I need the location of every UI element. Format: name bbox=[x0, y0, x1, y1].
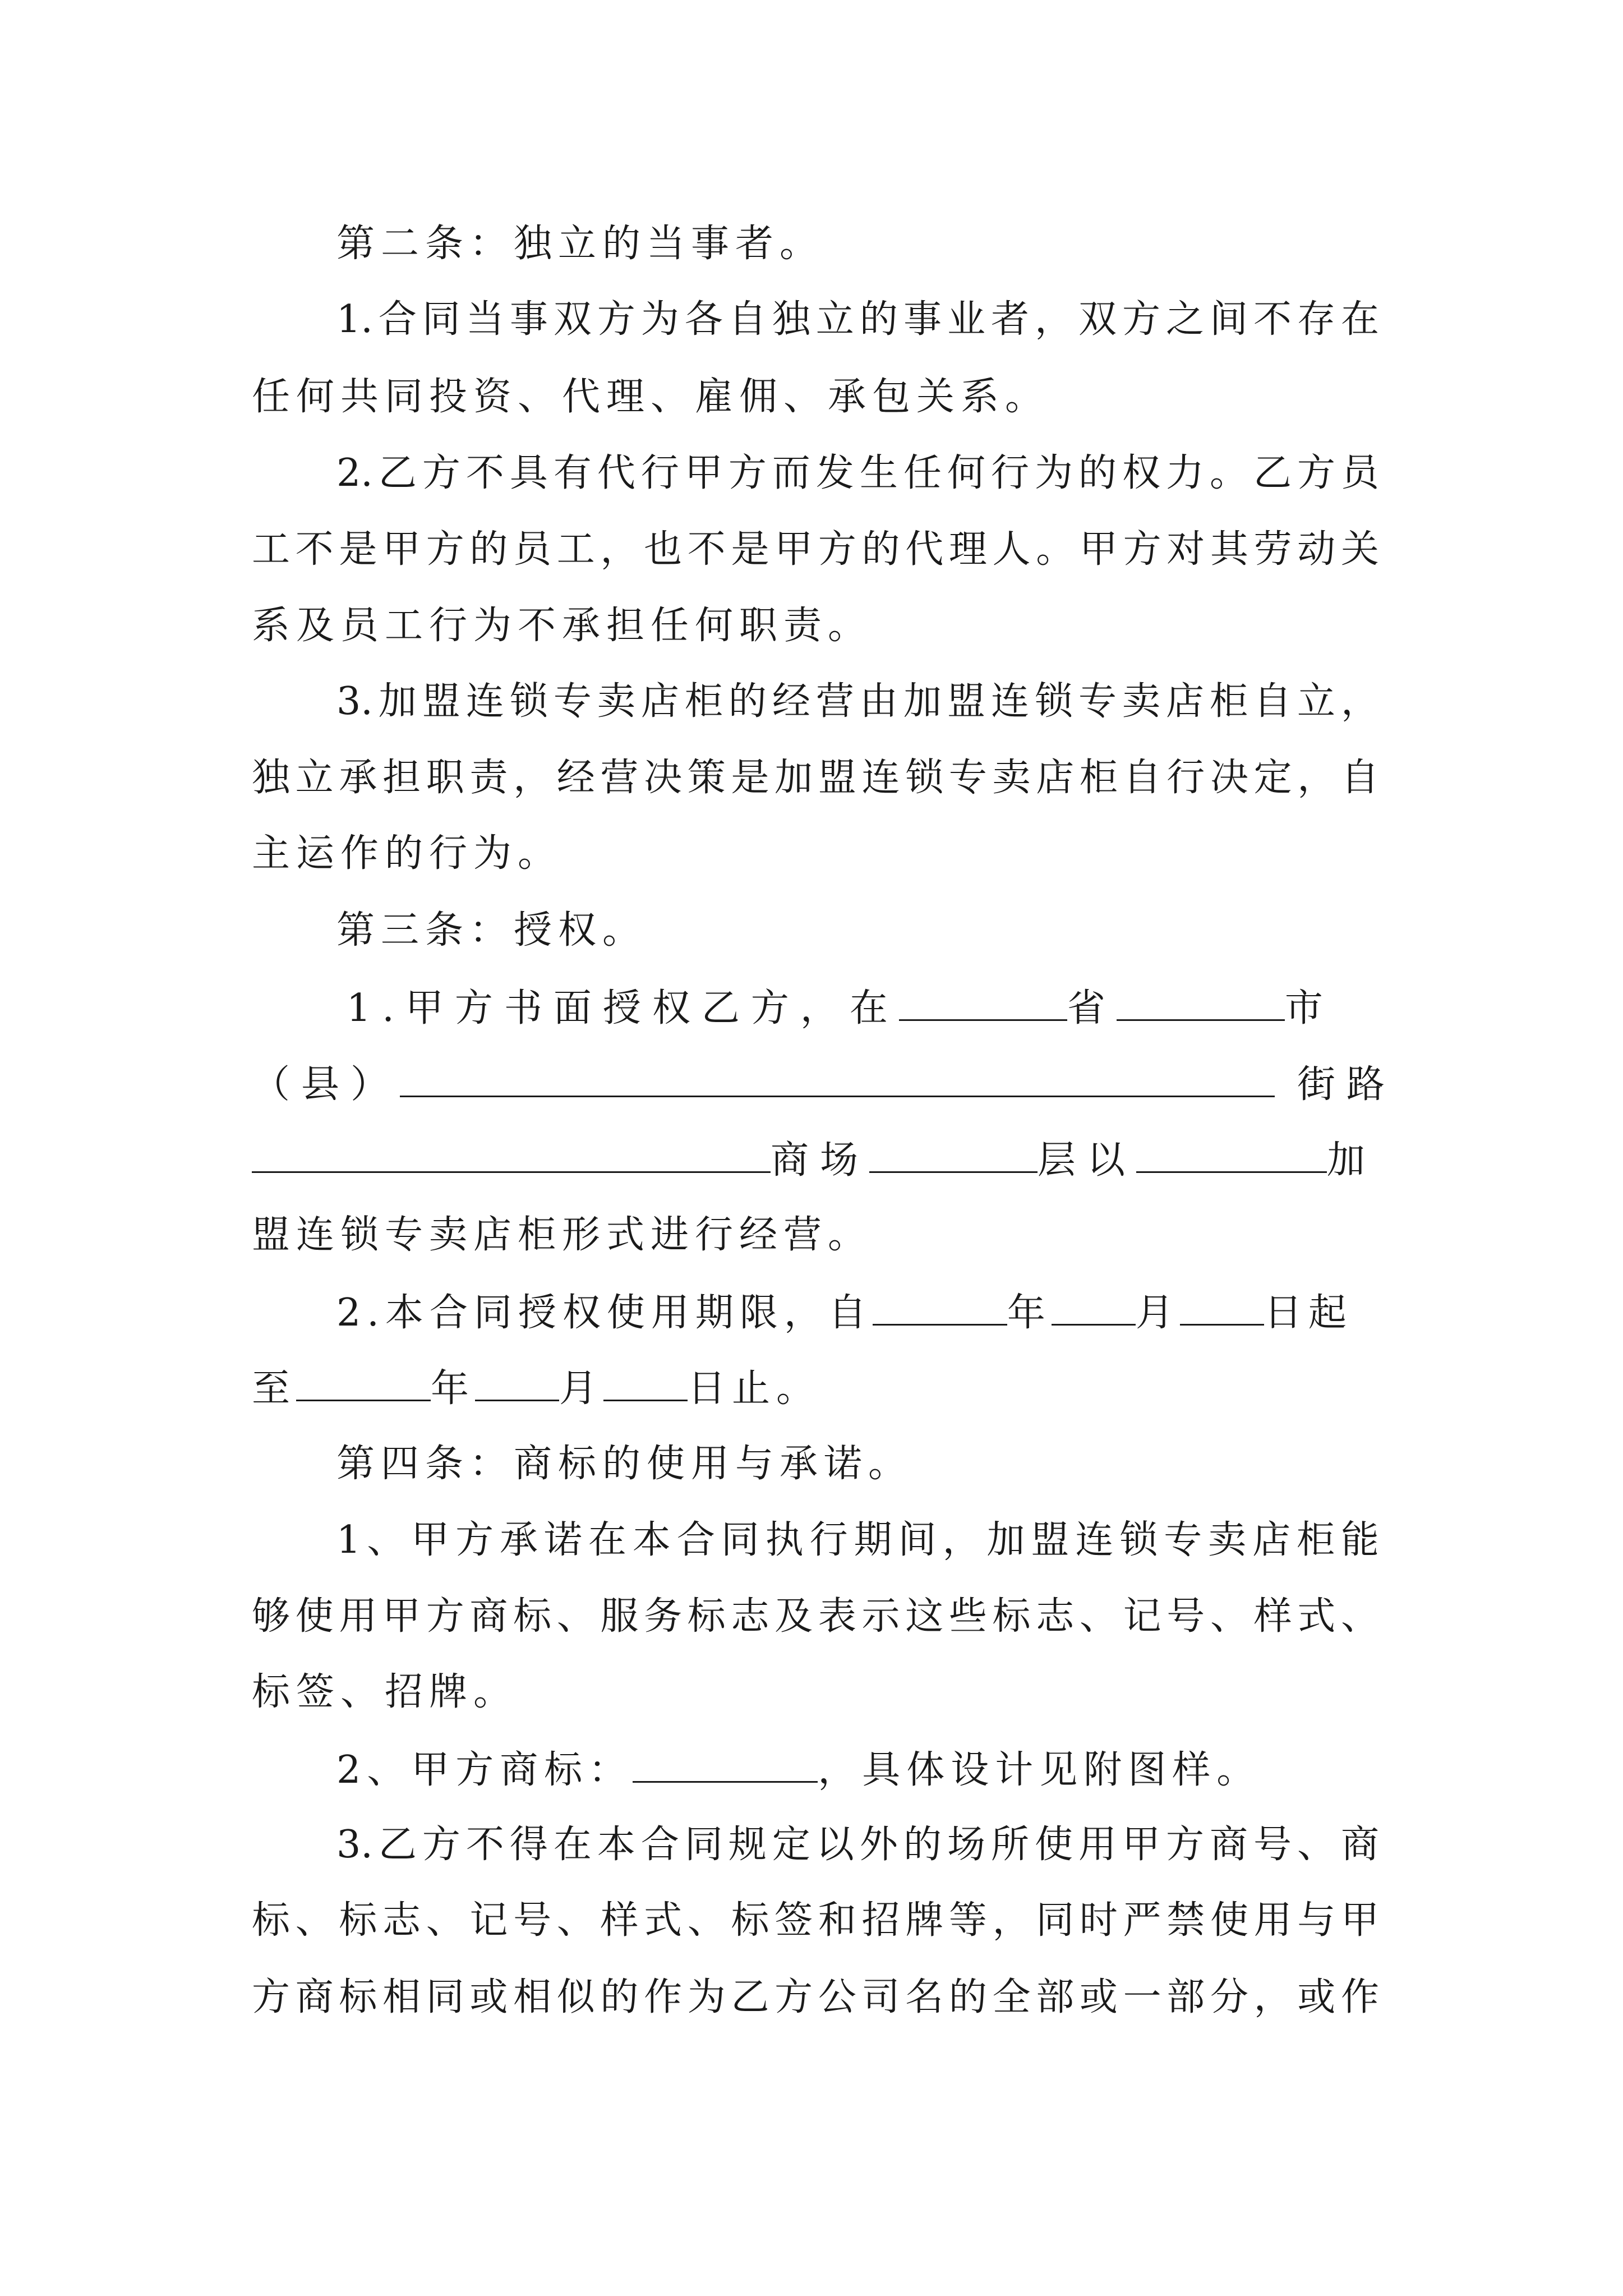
text-segment: 年 bbox=[1007, 1291, 1052, 1335]
paragraph-line: 任何共同投资、代理、雇佣、承包关系。 bbox=[252, 375, 1050, 419]
text-segment: 2、甲方商标： bbox=[336, 1748, 633, 1792]
blank-street bbox=[400, 1055, 1275, 1097]
paragraph-line: 方商标相同或相似的作为乙方公司名的全部或一部分，或作 bbox=[252, 1975, 1379, 2019]
blank-province bbox=[899, 979, 1067, 1021]
blank-end-day bbox=[603, 1359, 688, 1401]
text-segment: 加 bbox=[1327, 1138, 1377, 1182]
paragraph-line: 2.乙方不具有代行甲方而发生任何行为的权力。乙方员 bbox=[336, 451, 1379, 495]
paragraph-line: 够使用甲方商标、服务标志及表示这些标志、记号、样式、 bbox=[252, 1594, 1379, 1639]
paragraph-line: 标签、招牌。 bbox=[252, 1670, 518, 1714]
article2-heading: 第二条：独立的当事者。 bbox=[336, 222, 824, 266]
blank-start-month bbox=[1052, 1283, 1136, 1326]
blank-start-year bbox=[873, 1283, 1007, 1326]
text-segment: 月 bbox=[1135, 1291, 1180, 1335]
authorization-line-1 bbox=[336, 979, 1379, 1035]
paragraph-line: 盟连锁专卖店柜形式进行经营。 bbox=[252, 1213, 873, 1257]
paragraph-line: 工不是甲方的员工，也不是甲方的代理人。甲方对其劳动关 bbox=[252, 527, 1379, 572]
authorization-line-2 bbox=[252, 1055, 1396, 1111]
blank-start-day bbox=[1180, 1283, 1264, 1326]
text-segment: 日止。 bbox=[688, 1366, 821, 1411]
text-segment: 日起 bbox=[1264, 1291, 1353, 1335]
paragraph-line: 1.合同当事双方为各自独立的事业者，双方之间不存在 bbox=[336, 297, 1379, 342]
paragraph-line: 3.加盟连锁专卖店柜的经营由加盟连锁专卖店柜自立， bbox=[336, 679, 1379, 724]
paragraph-line: 主运作的行为。 bbox=[252, 831, 562, 876]
blank-city bbox=[1117, 979, 1285, 1021]
term-line-2 bbox=[252, 1359, 1379, 1415]
paragraph-line: 3.乙方不得在本合同规定以外的场所使用甲方商号、商 bbox=[336, 1823, 1379, 1867]
blank-mode bbox=[1136, 1131, 1327, 1173]
article3-heading: 第三条：授权。 bbox=[336, 908, 647, 953]
term-line-1 bbox=[336, 1283, 1379, 1340]
text-segment: 街路 bbox=[1297, 1062, 1396, 1107]
text-segment: （县） bbox=[252, 1062, 400, 1107]
text-segment: 年 bbox=[431, 1366, 476, 1411]
text-segment: 1.甲方书面授权乙方，在 bbox=[347, 986, 899, 1030]
text-segment: 2.本合同授权使用期限，自 bbox=[336, 1291, 873, 1335]
authorization-line-3 bbox=[252, 1131, 1379, 1187]
text-segment: ，具体设计见附图样。 bbox=[818, 1748, 1261, 1792]
text-segment: 市 bbox=[1284, 986, 1334, 1030]
trademark-line bbox=[336, 1741, 1379, 1797]
text-segment: 层以 bbox=[1038, 1138, 1137, 1182]
text-segment: 至 bbox=[252, 1366, 297, 1411]
blank-end-month bbox=[475, 1359, 559, 1401]
paragraph-line: 1、甲方承诺在本合同执行期间，加盟连锁专卖店柜能 bbox=[336, 1518, 1379, 1562]
paragraph-line: 标、标志、记号、样式、标签和招牌等，同时严禁使用与甲 bbox=[252, 1898, 1379, 1943]
text-segment: 省 bbox=[1067, 986, 1117, 1030]
text-segment: 月 bbox=[559, 1366, 604, 1411]
blank-floor bbox=[869, 1131, 1038, 1173]
article4-heading: 第四条：商标的使用与承诺。 bbox=[336, 1442, 913, 1486]
text-segment: 商场 bbox=[771, 1138, 870, 1182]
paragraph-line: 系及员工行为不承担任何职责。 bbox=[252, 604, 873, 648]
blank-end-year bbox=[296, 1359, 431, 1401]
blank-mall bbox=[252, 1131, 771, 1173]
paragraph-line: 独立承担职责，经营决策是加盟连锁专卖店柜自行决定，自 bbox=[252, 756, 1379, 800]
blank-trademark bbox=[633, 1741, 818, 1783]
